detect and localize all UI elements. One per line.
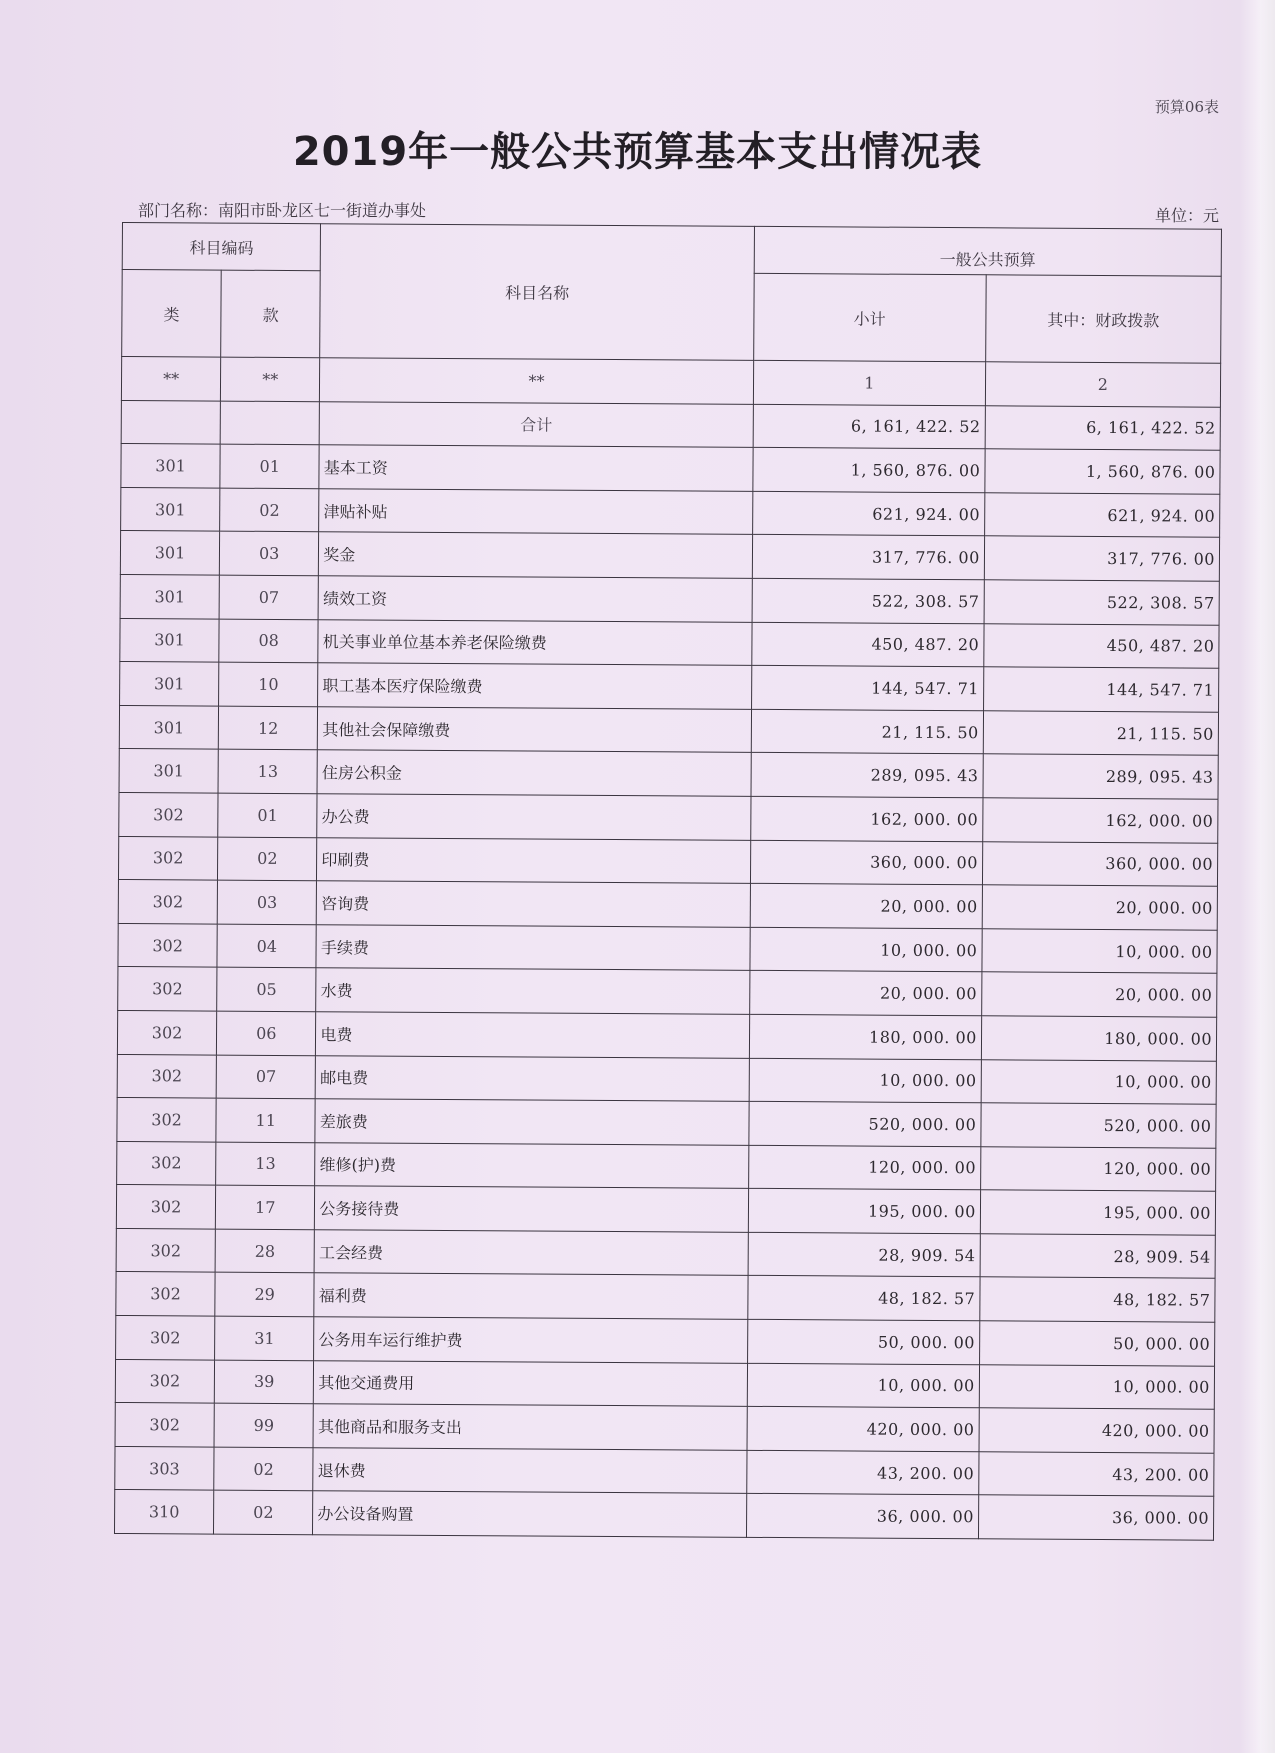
table-row bbox=[121, 487, 1220, 537]
subject-name-cell: 绩效工资 bbox=[318, 576, 752, 622]
fiscal-cell: 28, 909. 54 bbox=[980, 1234, 1215, 1279]
item-code-cell: 04 bbox=[217, 924, 316, 968]
class-code-cell: 301 bbox=[120, 574, 219, 618]
subject-name-cell: 水费 bbox=[316, 968, 750, 1014]
subtotal-cell: 20, 000. 00 bbox=[749, 971, 981, 1016]
index-row bbox=[121, 357, 1220, 407]
header-fiscal: 其中：财政拨款 bbox=[985, 275, 1221, 363]
class-code-cell: 301 bbox=[121, 487, 220, 531]
subject-name-cell: 其他交通费用 bbox=[314, 1360, 748, 1406]
subject-name-cell: 办公费 bbox=[317, 794, 751, 840]
item-code-cell: 06 bbox=[217, 1011, 316, 1055]
item-code-cell: 99 bbox=[214, 1403, 313, 1447]
fiscal-cell: 317, 776. 00 bbox=[984, 536, 1219, 581]
subject-name-cell: 福利费 bbox=[314, 1273, 748, 1319]
empty-cell bbox=[220, 401, 319, 445]
header-code-group: 科目编码 bbox=[122, 223, 321, 271]
page-edge-shadow bbox=[1239, 0, 1275, 1753]
table-row bbox=[117, 1141, 1216, 1191]
class-code-cell: 302 bbox=[118, 923, 217, 967]
item-code-cell: 02 bbox=[220, 488, 319, 532]
fiscal-cell: 20, 000. 00 bbox=[981, 972, 1216, 1017]
table-row bbox=[116, 1185, 1215, 1235]
subject-name-cell: 差旅费 bbox=[315, 1099, 749, 1145]
index-cell: 1 bbox=[753, 360, 985, 405]
subtotal-cell: 10, 000. 00 bbox=[749, 1058, 981, 1103]
table-row bbox=[118, 967, 1217, 1017]
subtotal-cell: 120, 000. 00 bbox=[748, 1145, 980, 1190]
subtotal-cell: 520, 000. 00 bbox=[749, 1101, 981, 1146]
item-code-cell: 02 bbox=[218, 837, 317, 881]
item-code-cell: 07 bbox=[216, 1055, 315, 1099]
fiscal-cell: 162, 000. 00 bbox=[983, 798, 1218, 843]
fiscal-cell: 10, 000. 00 bbox=[979, 1364, 1214, 1409]
class-code-cell: 302 bbox=[117, 1098, 216, 1142]
unit-label: 单位：元 bbox=[1154, 206, 1219, 225]
class-code-cell: 301 bbox=[119, 749, 218, 793]
subject-name-cell: 咨询费 bbox=[317, 881, 751, 927]
table-row bbox=[121, 444, 1220, 494]
fiscal-cell: 10, 000. 00 bbox=[981, 1059, 1216, 1104]
fiscal-cell: 21, 115. 50 bbox=[983, 711, 1218, 756]
subtotal-cell: 20, 000. 00 bbox=[750, 883, 982, 928]
table-row bbox=[114, 1490, 1213, 1540]
header-subject-name: 科目名称 bbox=[320, 224, 754, 361]
class-code-cell: 301 bbox=[120, 618, 219, 662]
class-code-cell: 301 bbox=[121, 444, 220, 488]
item-code-cell: 03 bbox=[220, 531, 319, 575]
fiscal-cell: 48, 182. 57 bbox=[980, 1277, 1215, 1322]
fiscal-cell: 1, 560, 876. 00 bbox=[985, 449, 1220, 494]
class-code-cell: 302 bbox=[119, 792, 218, 836]
class-code-cell: 302 bbox=[117, 1010, 216, 1054]
subtotal-cell: 162, 000. 00 bbox=[751, 796, 983, 841]
table-row bbox=[117, 1098, 1216, 1148]
table-row bbox=[119, 749, 1218, 799]
item-code-cell: 01 bbox=[220, 444, 319, 488]
table-row bbox=[115, 1359, 1214, 1409]
class-code-cell: 302 bbox=[117, 1054, 216, 1098]
subtotal-cell: 43, 200. 00 bbox=[747, 1450, 979, 1495]
subject-name-cell: 机关事业单位基本养老保险缴费 bbox=[318, 619, 752, 665]
form-number: 预算06表 bbox=[1154, 98, 1219, 116]
class-code-cell: 302 bbox=[117, 1141, 216, 1185]
table-row bbox=[117, 1054, 1216, 1104]
item-code-cell: 08 bbox=[219, 619, 318, 663]
subtotal-cell: 10, 000. 00 bbox=[750, 927, 982, 972]
table-row bbox=[119, 705, 1218, 755]
subject-name-cell: 印刷费 bbox=[317, 837, 751, 883]
item-code-cell: 28 bbox=[215, 1229, 314, 1273]
item-code-cell: 02 bbox=[214, 1491, 313, 1535]
header-subtotal: 小计 bbox=[753, 273, 986, 361]
header-budget-group: 一般公共预算 bbox=[754, 226, 1221, 276]
class-code-cell: 302 bbox=[118, 836, 217, 880]
fiscal-cell: 520, 000. 00 bbox=[981, 1103, 1216, 1148]
class-code-cell: 302 bbox=[116, 1316, 215, 1360]
item-code-cell: 12 bbox=[218, 706, 317, 750]
table-row bbox=[115, 1403, 1214, 1453]
item-code-cell: 03 bbox=[217, 880, 316, 924]
subtotal-cell: 10, 000. 00 bbox=[747, 1363, 979, 1408]
class-code-cell: 303 bbox=[115, 1446, 214, 1490]
index-cell: ** bbox=[121, 357, 220, 401]
subtotal-cell: 317, 776. 00 bbox=[752, 535, 984, 580]
table-row bbox=[116, 1228, 1215, 1278]
header-item: 款 bbox=[221, 270, 321, 358]
fiscal-cell: 43, 200. 00 bbox=[979, 1452, 1214, 1497]
class-code-cell: 310 bbox=[114, 1490, 213, 1534]
subject-name-cell: 公务接待费 bbox=[315, 1186, 749, 1232]
subject-name-cell: 公务用车运行维护费 bbox=[314, 1317, 748, 1363]
subtotal-cell: 36, 000. 00 bbox=[746, 1494, 978, 1539]
fiscal-cell: 20, 000. 00 bbox=[982, 885, 1217, 930]
subtotal-cell: 522, 308. 57 bbox=[752, 578, 984, 623]
item-code-cell: 01 bbox=[218, 793, 317, 837]
subject-name-cell: 津贴补贴 bbox=[319, 488, 753, 534]
subject-name-cell: 办公设备购置 bbox=[313, 1491, 747, 1537]
subject-name-cell: 基本工资 bbox=[319, 445, 753, 491]
page-title: 2019年一般公共预算基本支出情况表 bbox=[292, 129, 983, 175]
item-code-cell: 39 bbox=[214, 1360, 313, 1404]
department-name: 部门名称：南阳市卧龙区七一街道办事处 bbox=[138, 201, 427, 220]
fiscal-cell: 420, 000. 00 bbox=[979, 1408, 1214, 1453]
subtotal-cell: 28, 909. 54 bbox=[748, 1232, 980, 1277]
table-row bbox=[120, 574, 1219, 624]
fiscal-cell: 360, 000. 00 bbox=[982, 841, 1217, 886]
item-code-cell: 13 bbox=[218, 749, 317, 793]
table-row bbox=[118, 836, 1217, 886]
subtotal-cell: 180, 000. 00 bbox=[749, 1014, 981, 1059]
item-code-cell: 05 bbox=[217, 967, 316, 1011]
empty-cell bbox=[121, 400, 220, 444]
total-fiscal: 6, 161, 422. 52 bbox=[985, 405, 1220, 450]
fiscal-cell: 621, 924. 00 bbox=[984, 493, 1219, 538]
subject-name-cell: 邮电费 bbox=[315, 1055, 749, 1101]
total-subtotal: 6, 161, 422. 52 bbox=[753, 404, 985, 449]
item-code-cell: 31 bbox=[215, 1316, 314, 1360]
total-label: 合计 bbox=[319, 401, 753, 447]
fiscal-cell: 450, 487. 20 bbox=[984, 623, 1219, 668]
fiscal-cell: 120, 000. 00 bbox=[980, 1146, 1215, 1191]
subtotal-cell: 621, 924. 00 bbox=[752, 491, 984, 536]
class-code-cell: 302 bbox=[118, 880, 217, 924]
subtotal-cell: 144, 547. 71 bbox=[751, 666, 983, 711]
index-cell: ** bbox=[221, 357, 320, 401]
item-code-cell: 11 bbox=[216, 1098, 315, 1142]
class-code-cell: 302 bbox=[115, 1359, 214, 1403]
subtotal-cell: 195, 000. 00 bbox=[748, 1189, 980, 1234]
subject-name-cell: 奖金 bbox=[319, 532, 753, 578]
item-code-cell: 17 bbox=[216, 1185, 315, 1229]
class-code-cell: 301 bbox=[120, 531, 219, 575]
subtotal-cell: 289, 095. 43 bbox=[751, 753, 983, 798]
class-code-cell: 302 bbox=[118, 967, 217, 1011]
class-code-cell: 302 bbox=[115, 1403, 214, 1447]
table-row bbox=[115, 1446, 1214, 1496]
item-code-cell: 29 bbox=[215, 1273, 314, 1317]
fiscal-cell: 10, 000. 00 bbox=[982, 928, 1217, 973]
class-code-cell: 301 bbox=[120, 662, 219, 706]
index-cell: 2 bbox=[985, 362, 1220, 407]
subtotal-cell: 360, 000. 00 bbox=[750, 840, 982, 885]
class-code-cell: 302 bbox=[116, 1185, 215, 1229]
item-code-cell: 07 bbox=[219, 575, 318, 619]
item-code-cell: 10 bbox=[219, 662, 318, 706]
fiscal-cell: 144, 547. 71 bbox=[983, 667, 1218, 712]
table-row bbox=[118, 923, 1217, 973]
subject-name-cell: 维修(护)费 bbox=[315, 1142, 749, 1188]
table-row bbox=[118, 880, 1217, 930]
subtotal-cell: 48, 182. 57 bbox=[748, 1276, 980, 1321]
fiscal-cell: 36, 000. 00 bbox=[978, 1495, 1213, 1540]
item-code-cell: 13 bbox=[216, 1142, 315, 1186]
subject-name-cell: 退休费 bbox=[313, 1448, 747, 1494]
subtotal-cell: 420, 000. 00 bbox=[747, 1407, 979, 1452]
class-code-cell: 301 bbox=[119, 705, 218, 749]
subject-name-cell: 工会经费 bbox=[314, 1230, 748, 1276]
fiscal-cell: 289, 095. 43 bbox=[983, 754, 1218, 799]
class-code-cell: 302 bbox=[116, 1228, 215, 1272]
subtotal-cell: 21, 115. 50 bbox=[751, 709, 983, 754]
subject-name-cell: 职工基本医疗保险缴费 bbox=[318, 663, 752, 709]
fiscal-cell: 195, 000. 00 bbox=[980, 1190, 1215, 1235]
table-row bbox=[119, 792, 1218, 842]
table-row bbox=[117, 1010, 1216, 1060]
fiscal-cell: 50, 000. 00 bbox=[979, 1321, 1214, 1366]
subject-name-cell: 其他商品和服务支出 bbox=[313, 1404, 747, 1450]
item-code-cell: 02 bbox=[214, 1447, 313, 1491]
index-cell: ** bbox=[320, 358, 754, 404]
class-code-cell: 302 bbox=[116, 1272, 215, 1316]
subtotal-cell: 450, 487. 20 bbox=[752, 622, 984, 667]
table-row bbox=[116, 1272, 1215, 1322]
table-body bbox=[114, 357, 1220, 1541]
total-row bbox=[121, 400, 1220, 450]
table-row bbox=[116, 1316, 1215, 1366]
subject-name-cell: 手续费 bbox=[316, 924, 750, 970]
table-row bbox=[120, 618, 1219, 668]
subject-name-cell: 电费 bbox=[316, 1012, 750, 1058]
subtotal-cell: 1, 560, 876. 00 bbox=[753, 448, 985, 493]
table-row bbox=[120, 531, 1219, 581]
budget-table bbox=[114, 222, 1222, 1541]
fiscal-cell: 522, 308. 57 bbox=[984, 580, 1219, 625]
subject-name-cell: 其他社会保障缴费 bbox=[318, 706, 752, 752]
table-row bbox=[120, 662, 1219, 712]
subtotal-cell: 50, 000. 00 bbox=[747, 1319, 979, 1364]
subject-name-cell: 住房公积金 bbox=[317, 750, 751, 796]
header-class: 类 bbox=[122, 270, 222, 358]
fiscal-cell: 180, 000. 00 bbox=[981, 1016, 1216, 1061]
